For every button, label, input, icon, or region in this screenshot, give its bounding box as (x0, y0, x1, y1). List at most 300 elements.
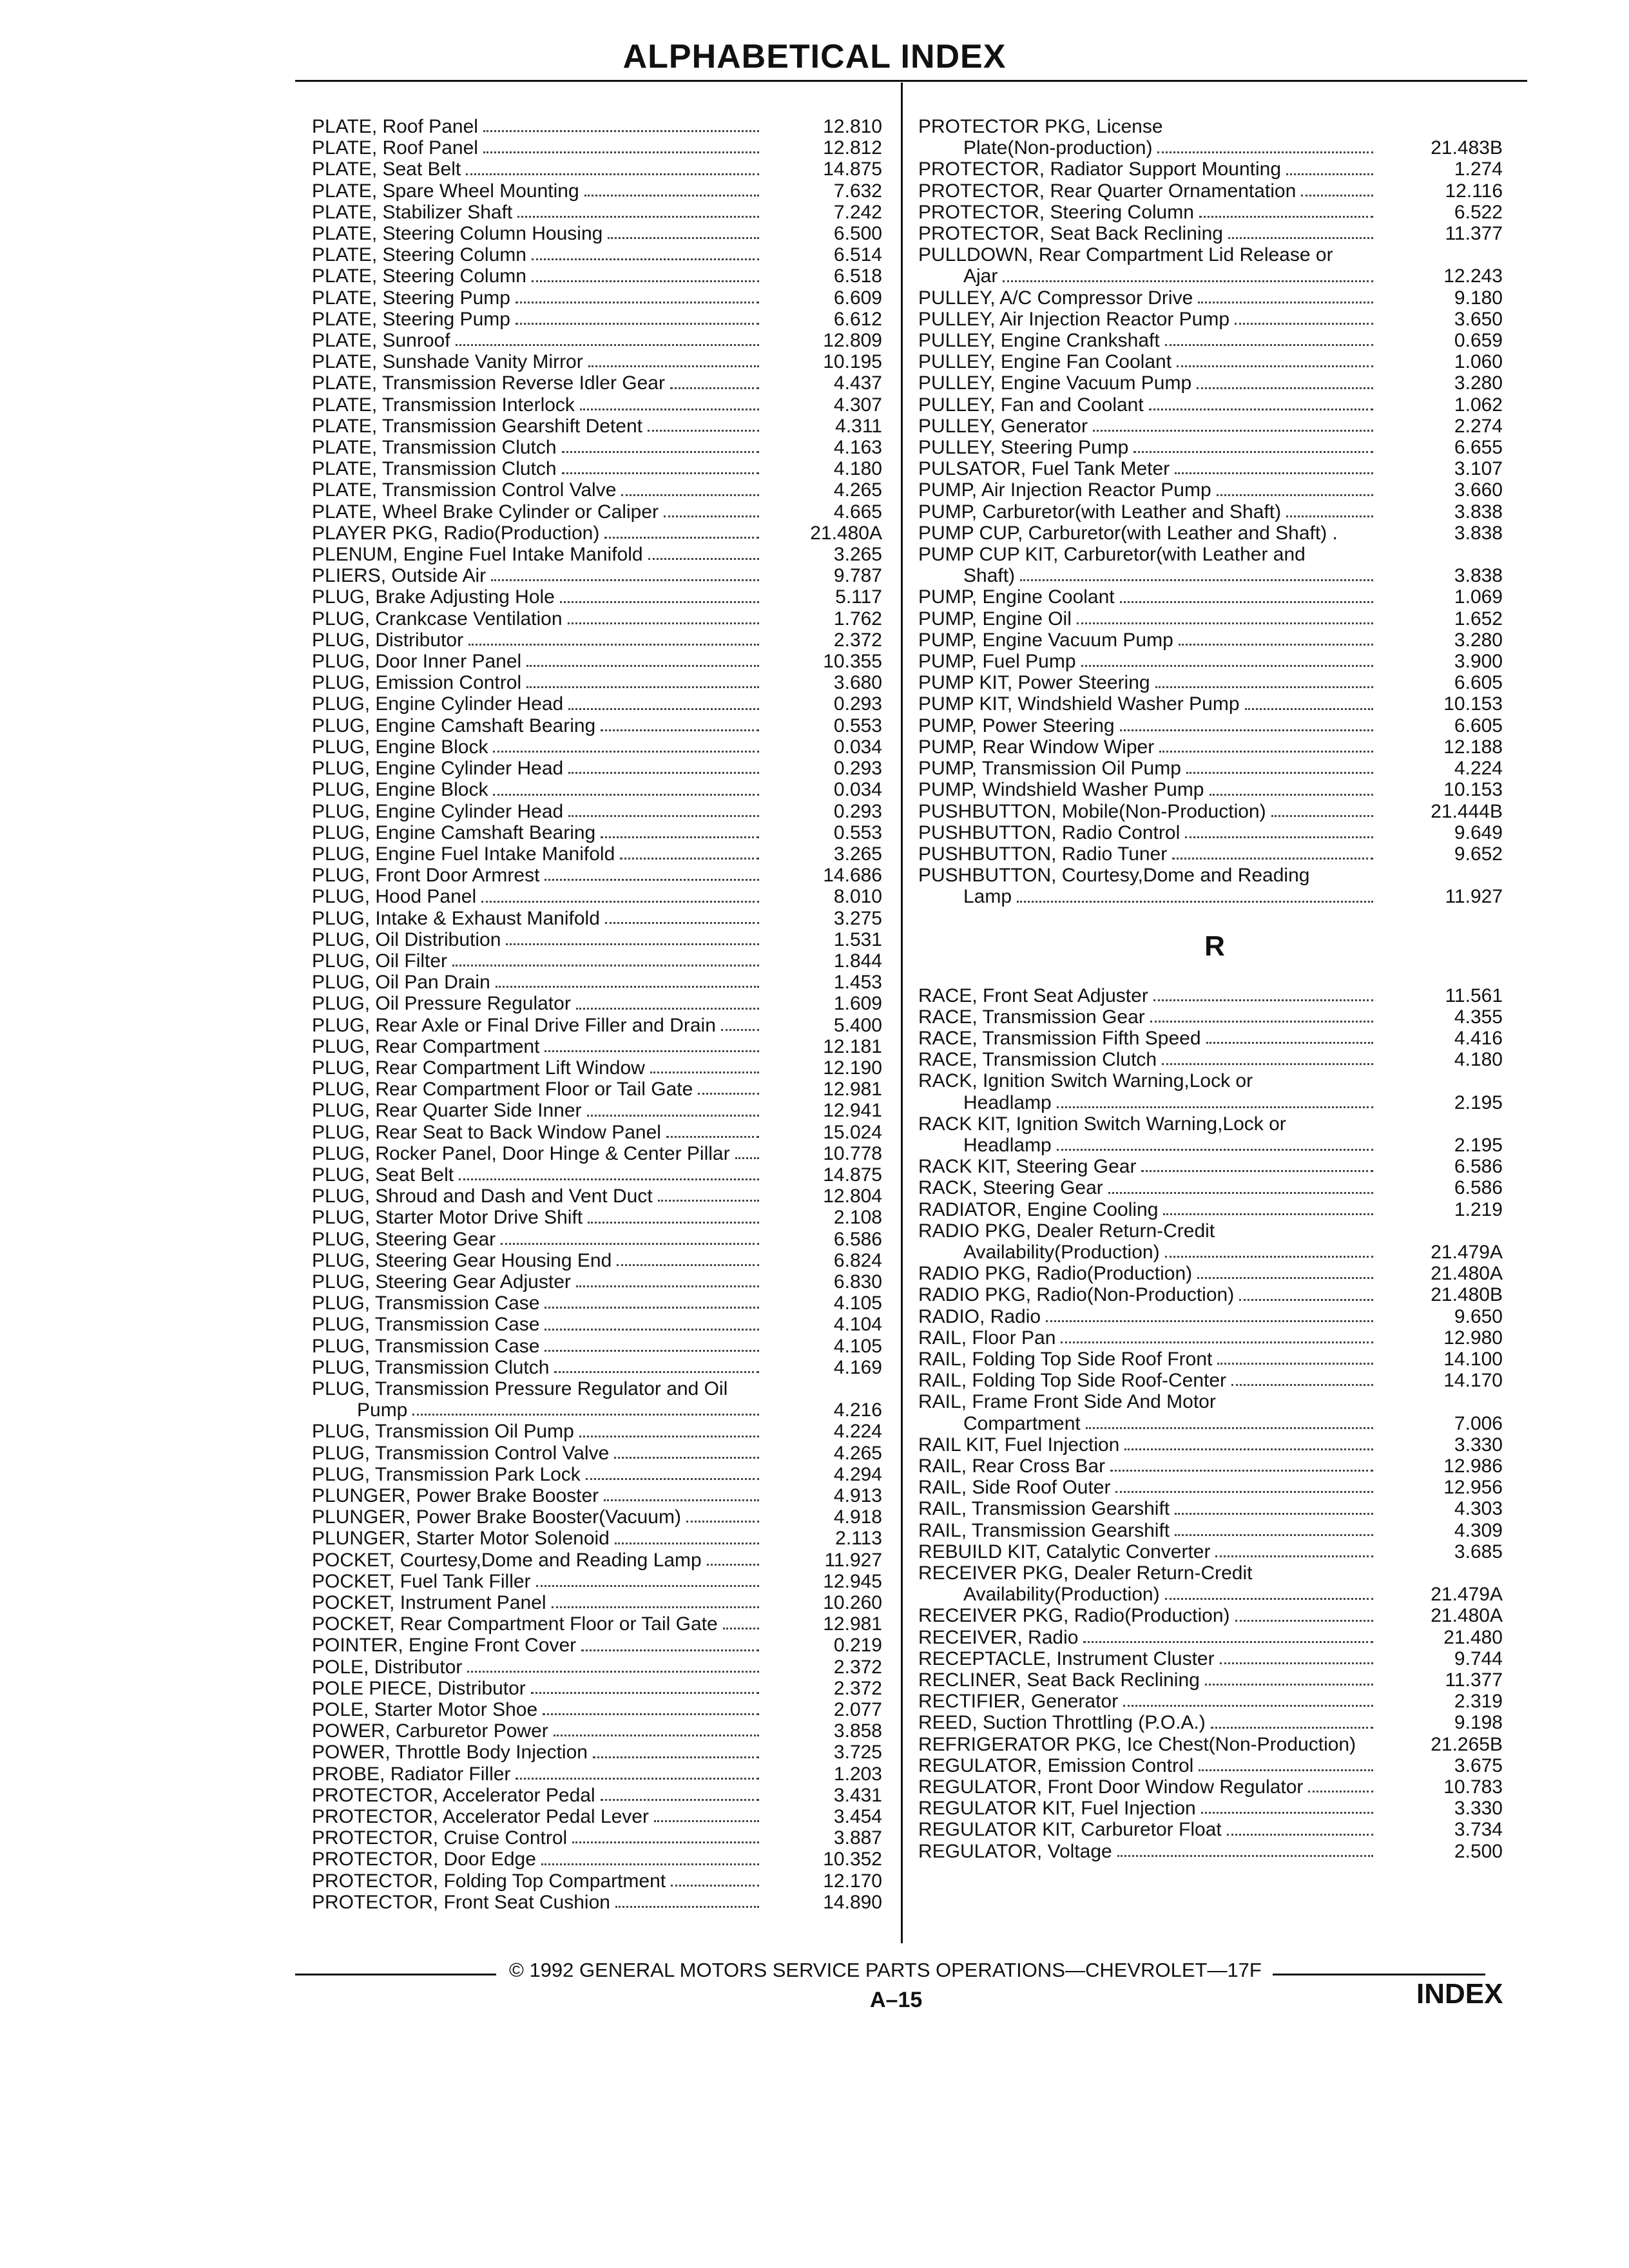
entry-label: Ajar (963, 265, 998, 287)
dot-leader (601, 1799, 759, 1801)
entry-page: 9.652 (1454, 843, 1503, 865)
entry-label-wrap (918, 1669, 1377, 1691)
index-entry (918, 608, 1511, 629)
entry-page: 4.355 (1454, 1006, 1503, 1028)
entry-label: RAIL, Folding Top Side Roof-Center (918, 1370, 1227, 1392)
entry-label: POINTER, Engine Front Cover (312, 1635, 577, 1657)
entry-label-wrap (312, 1742, 763, 1763)
index-entry (918, 1691, 1511, 1712)
entry-page: 3.431 (833, 1784, 882, 1806)
entry-page: 0.293 (833, 758, 882, 780)
entry-label-wrap (918, 1734, 1377, 1755)
entry-label: PLATE, Transmission Interlock (312, 394, 575, 416)
entry-page: 4.105 (833, 1335, 882, 1357)
entry-label-wrap (312, 1036, 763, 1057)
entry-label-wrap (312, 1592, 763, 1613)
entry-label: PULLEY, Steering Pump (918, 437, 1129, 459)
index-entry (918, 330, 1511, 351)
entry-label-wrap (312, 1271, 763, 1293)
entry-page: 4.265 (833, 479, 882, 501)
entry-label: PLATE, Sunshade Vanity Mirror (312, 351, 583, 373)
entry-label-wrap (312, 1357, 763, 1378)
entry-label-wrap (312, 287, 763, 309)
entry-page: 3.675 (1454, 1754, 1503, 1776)
entry-page: 21.479A (1431, 1241, 1503, 1263)
entry-label-wrap (918, 1691, 1377, 1712)
entry-page: 0.553 (833, 822, 882, 843)
entry-page: 6.824 (833, 1249, 882, 1271)
entry-label-wrap (312, 1421, 763, 1442)
entry-label: PLUG, Engine Camshaft Bearing (312, 822, 596, 843)
entry-label: PLUG, Rocker Panel, Door Hinge & Center Pillar (312, 1142, 730, 1164)
entry-label: PUSHBUTTON, Radio Control (918, 822, 1181, 843)
entry-page: 10.195 (823, 351, 882, 373)
entry-label-wrap (312, 1613, 763, 1635)
entry-label-wrap (918, 202, 1377, 223)
entry-page: 4.224 (1454, 758, 1503, 780)
entry-page: 1.219 (1454, 1198, 1503, 1220)
entry-page: 4.216 (833, 1399, 882, 1421)
entry-label: RACE, Transmission Gear (918, 1006, 1145, 1028)
entry-label-wrap (312, 886, 763, 907)
dot-leader (1003, 280, 1373, 282)
dot-leader (1046, 1320, 1373, 1322)
entry-label: RADIO PKG, Dealer Return-Credit (918, 1220, 1215, 1242)
entry-page: 4.180 (833, 458, 882, 480)
entry-label: PLUG, Emission Control (312, 672, 522, 694)
entry-label-wrap (918, 822, 1377, 843)
entry-label: REGULATOR, Emission Control (918, 1754, 1194, 1776)
entry-label: RAIL KIT, Fuel Injection (918, 1434, 1120, 1456)
dot-leader (1165, 1598, 1373, 1600)
entry-page: 1.762 (833, 608, 882, 629)
entry-page: 4.918 (833, 1506, 882, 1528)
entry-label-wrap (918, 1434, 1377, 1456)
entry-label-wrap (312, 608, 763, 629)
entry-label: PROTECTOR, Seat Back Reclining (918, 223, 1223, 245)
dot-leader (1117, 1855, 1373, 1857)
entry-label-wrap (918, 394, 1377, 416)
entry-page: 6.518 (833, 265, 882, 287)
index-entry (918, 1135, 1511, 1156)
dot-leader (496, 986, 759, 988)
dot-leader (588, 365, 759, 367)
entry-label: Availability(Production) (963, 1241, 1160, 1263)
entry-page: 3.838 (1454, 565, 1503, 587)
dot-leader (526, 686, 759, 688)
dot-leader (686, 1521, 759, 1523)
index-entry (312, 1892, 1528, 1913)
entry-page: 0.034 (833, 779, 882, 801)
entry-label-wrap (918, 1841, 1377, 1862)
entry-page: 21.265B (1431, 1733, 1503, 1755)
entry-label-wrap (312, 929, 763, 950)
index-entry (918, 758, 1511, 779)
index-entry (918, 544, 1511, 565)
index-entry (918, 1605, 1511, 1626)
entry-label: PROTECTOR, Steering Column (918, 201, 1194, 223)
dot-leader (1308, 1791, 1373, 1792)
dot-leader (412, 1414, 759, 1416)
entry-label: PUMP, Engine Vacuum Pump (918, 629, 1173, 651)
dot-leader (1120, 601, 1373, 603)
dot-leader (721, 1029, 759, 1031)
dot-leader (1120, 729, 1373, 731)
dot-leader (1083, 1641, 1373, 1643)
dot-leader (562, 472, 759, 474)
entry-page: 6.586 (833, 1228, 882, 1250)
dot-leader (1201, 1812, 1373, 1814)
entry-page: 1.609 (833, 993, 882, 1015)
entry-page: 12.981 (823, 1613, 882, 1635)
entry-label-wrap (312, 116, 763, 137)
entry-page: 12.170 (823, 1870, 882, 1892)
dot-leader (483, 151, 759, 153)
dot-leader (554, 1371, 759, 1373)
entry-label-wrap (312, 394, 763, 416)
index-entry (918, 715, 1511, 736)
entry-page: 9.198 (1454, 1712, 1503, 1734)
entry-label: Shaft) (963, 565, 1016, 587)
entry-label-wrap (918, 1712, 1377, 1733)
dot-leader (1235, 1620, 1373, 1622)
dot-leader (604, 537, 759, 539)
dot-leader (723, 1628, 759, 1629)
entry-label-wrap (312, 1763, 763, 1785)
entry-label: PROTECTOR, Folding Top Compartment (312, 1870, 666, 1892)
entry-page: 21.479A (1431, 1584, 1503, 1606)
entry-label: PUMP, Power Steering (918, 715, 1115, 736)
entry-label: REFRIGERATOR PKG, Ice Chest(Non-Production) (918, 1733, 1356, 1755)
entry-page: 6.500 (833, 223, 882, 245)
entry-label: PLUG, Seat Belt (312, 1164, 454, 1186)
dot-leader (568, 622, 759, 624)
entry-label-wrap (312, 1378, 763, 1399)
title-rule (295, 80, 1527, 82)
entry-label: PLATE, Transmission Control Valve (312, 479, 617, 501)
entry-label: RECEPTACLE, Instrument Cluster (918, 1648, 1215, 1669)
dot-leader (1205, 1684, 1373, 1686)
entry-label-wrap (312, 822, 763, 843)
index-entry (918, 1712, 1511, 1733)
entry-label-wrap (312, 544, 763, 565)
dot-leader (671, 1885, 759, 1887)
entry-label-wrap (918, 544, 1377, 565)
entry-label: PUMP KIT, Power Steering (918, 672, 1150, 694)
entry-page: 0.659 (1454, 330, 1503, 352)
entry-page: 4.309 (1454, 1519, 1503, 1541)
entry-label: PUMP, Air Injection Reactor Pump (918, 479, 1211, 501)
entry-page: 3.725 (833, 1742, 882, 1763)
entry-label: PLUG, Front Door Armrest (312, 865, 540, 887)
index-entry (918, 287, 1511, 309)
dot-leader (1186, 772, 1373, 774)
entry-label-wrap (918, 1755, 1377, 1776)
index-entry (918, 1113, 1511, 1135)
entry-label: RAIL, Rear Cross Bar (918, 1455, 1106, 1477)
entry-label: PLATE, Spare Wheel Mounting (312, 180, 579, 202)
entry-label: PULLDOWN, Rear Compartment Lid Release or (918, 244, 1333, 266)
entry-label-wrap (918, 1028, 1377, 1049)
entry-page: 3.734 (1454, 1819, 1503, 1841)
entry-label-wrap (312, 1806, 763, 1827)
entry-label-wrap (918, 1327, 1377, 1349)
dot-leader (1245, 708, 1373, 710)
entry-label: PLATE, Roof Panel (312, 116, 478, 137)
entry-label-wrap (918, 1627, 1377, 1648)
entry-label-wrap (312, 265, 763, 287)
entry-label: PLUG, Transmission Case (312, 1314, 540, 1336)
index-entry (918, 1413, 1511, 1434)
dot-leader (576, 1285, 759, 1287)
dot-leader (707, 1564, 759, 1566)
entry-label-wrap (312, 715, 763, 736)
dot-leader (1162, 1063, 1373, 1065)
entry-label-wrap (918, 1263, 1377, 1284)
entry-label: REGULATOR, Front Door Window Regulator (918, 1776, 1304, 1798)
entry-page: 12.190 (823, 1057, 882, 1079)
entry-label: POCKET, Courtesy,Dome and Reading Lamp (312, 1549, 702, 1571)
entry-label: RACK KIT, Ignition Switch Warning,Lock or (918, 1113, 1286, 1135)
entry-label-wrap (918, 565, 1377, 586)
entry-label: PUMP, Fuel Pump (918, 651, 1076, 673)
entry-label: RECEIVER PKG, Radio(Production) (918, 1605, 1230, 1627)
entry-page: 4.416 (1454, 1027, 1503, 1049)
dot-leader (580, 408, 759, 410)
entry-page: 3.280 (1454, 372, 1503, 394)
entry-label-wrap (312, 779, 763, 800)
entry-page: 4.437 (833, 372, 882, 394)
footer-copyright: © 1992 GENERAL MOTORS SERVICE PARTS OPERATIONS—CHEVROLET—17F (509, 1959, 1262, 1981)
dot-leader (608, 237, 759, 239)
entry-label: Plate(Non-production) (963, 137, 1153, 159)
dot-leader (1227, 1834, 1373, 1836)
entry-label-wrap (312, 1399, 763, 1421)
dot-leader (493, 751, 759, 753)
entry-label-wrap (312, 1250, 763, 1271)
dot-leader (531, 1692, 759, 1694)
entry-label-wrap (312, 372, 763, 394)
entry-label: PLUNGER, Starter Motor Solenoid (312, 1528, 610, 1550)
entry-label-wrap (918, 1584, 1377, 1605)
entry-page: 11.927 (824, 1549, 882, 1571)
dot-leader (481, 901, 759, 903)
index-entry (918, 843, 1511, 865)
dot-leader (467, 1671, 759, 1673)
entry-label: PLUG, Rear Axle or Final Drive Filler and Drain (312, 1014, 716, 1036)
entry-label: RACK KIT, Steering Gear (918, 1156, 1137, 1178)
entry-label: PLUG, Brake Adjusting Hole (312, 586, 555, 608)
entry-label-wrap (918, 330, 1377, 351)
index-entry (918, 1306, 1511, 1327)
entry-label: RADIO PKG, Radio(Production) (918, 1263, 1193, 1285)
entry-label-wrap (312, 1122, 763, 1143)
dot-leader (587, 1115, 759, 1117)
entry-page: 4.665 (833, 501, 882, 523)
dot-leader (1179, 644, 1373, 646)
entry-page: 6.605 (1454, 672, 1503, 694)
entry-label-wrap (312, 629, 763, 651)
entry-label-wrap (312, 180, 763, 202)
entry-label-wrap (312, 202, 763, 223)
entry-page: 9.787 (833, 565, 882, 587)
entry-label: PLUG, Transmission Pressure Regulator and Oil (312, 1378, 728, 1399)
dot-leader (1206, 1042, 1373, 1044)
entry-page: 12.941 (823, 1100, 882, 1122)
entry-page: 21.444B (1431, 800, 1503, 822)
dot-leader (1175, 1513, 1373, 1515)
entry-page: 3.660 (1454, 479, 1503, 501)
dot-leader (545, 1329, 759, 1331)
entry-label: PLUG, Hood Panel (312, 886, 477, 908)
entry-label-wrap (918, 843, 1377, 865)
entry-page: 1.274 (1454, 159, 1503, 180)
dot-leader (552, 1606, 760, 1608)
entry-label: PULLEY, Fan and Coolant (918, 394, 1144, 416)
entry-page: 14.686 (823, 865, 882, 887)
entry-label-wrap (312, 1293, 763, 1314)
index-entry (918, 1156, 1511, 1177)
dot-leader (1133, 451, 1373, 453)
entry-label-wrap (918, 586, 1377, 608)
dot-leader (545, 1307, 759, 1309)
entry-label: PLUG, Oil Filter (312, 950, 448, 972)
dot-leader (493, 794, 759, 796)
entry-label: RECTIFIER, Generator (918, 1691, 1119, 1713)
section-letter-r: R (1204, 930, 1225, 962)
entry-label-wrap (312, 1143, 763, 1164)
entry-label: RAIL, Side Roof Outer (918, 1477, 1111, 1499)
dot-leader (1057, 1149, 1373, 1151)
entry-page: 12.116 (1445, 180, 1503, 202)
entry-page: 6.586 (1454, 1156, 1503, 1178)
entry-label-wrap (918, 137, 1377, 159)
index-entry (918, 416, 1511, 437)
entry-label-wrap (918, 437, 1377, 458)
entry-label-wrap (918, 1113, 1377, 1135)
index-entry (918, 479, 1511, 501)
dot-leader (1017, 901, 1373, 903)
entry-label: PLENUM, Engine Fuel Intake Manifold (312, 544, 643, 566)
entry-label: REGULATOR, Voltage (918, 1840, 1112, 1862)
entry-page: 3.275 (833, 907, 882, 929)
entry-label-wrap (918, 1070, 1377, 1091)
entry-label: Lamp (963, 886, 1012, 908)
dot-leader (620, 858, 759, 860)
entry-page: 3.265 (833, 843, 882, 865)
dot-leader (1149, 408, 1373, 410)
dot-leader (456, 344, 759, 346)
entry-page: 10.153 (1443, 693, 1503, 715)
entry-page: 5.400 (833, 1014, 882, 1036)
entry-label: RAIL, Transmission Gearshift (918, 1519, 1170, 1541)
index-entry (918, 180, 1511, 202)
right-column (918, 116, 1511, 1862)
index-entry (918, 1498, 1511, 1519)
entry-label: PULSATOR, Fuel Tank Meter (918, 458, 1170, 480)
dot-leader (658, 1200, 759, 1202)
dot-leader (1197, 387, 1373, 389)
entry-label-wrap (312, 1079, 763, 1100)
entry-page: 21.480B (1431, 1284, 1503, 1306)
entry-page: 10.352 (823, 1849, 882, 1870)
entry-label-wrap (312, 1464, 763, 1485)
index-entry (918, 394, 1511, 416)
index-entry (918, 1049, 1511, 1070)
entry-page: 12.981 (823, 1079, 882, 1100)
entry-label-wrap (918, 1306, 1377, 1327)
entry-page: 4.163 (833, 437, 882, 459)
entry-label: PLUG, Engine Cylinder Head (312, 800, 564, 822)
entry-page: 0.553 (833, 715, 882, 736)
entry-page: 3.685 (1454, 1541, 1503, 1562)
entry-page: 1.531 (833, 928, 882, 950)
entry-label: PUMP CUP KIT, Carburetor(with Leather and (918, 544, 1306, 566)
index-entry (918, 1092, 1511, 1113)
index-entry (918, 1562, 1511, 1584)
entry-label-wrap (918, 886, 1377, 907)
entry-label: RACE, Transmission Clutch (918, 1049, 1157, 1071)
dot-leader (588, 1222, 759, 1224)
dot-leader (1093, 430, 1373, 432)
entry-page: 12.804 (823, 1186, 882, 1207)
entry-page: 4.105 (833, 1293, 882, 1314)
entry-page: 1.203 (833, 1763, 882, 1785)
entry-label: PULLEY, Generator (918, 415, 1088, 437)
dot-leader (586, 1478, 759, 1480)
entry-label: REGULATOR KIT, Fuel Injection (918, 1798, 1196, 1820)
entry-page: 12.980 (1443, 1327, 1503, 1349)
entry-label: PROBE, Radiator Filler (312, 1763, 511, 1785)
index-entry (918, 1391, 1511, 1412)
dot-leader (1150, 1021, 1373, 1023)
entry-page: 11.377 (1445, 1669, 1503, 1691)
entry-label: PLUG, Distributor (312, 629, 464, 651)
dot-leader (579, 1436, 759, 1437)
entry-page: 3.330 (1454, 1798, 1503, 1820)
entry-label-wrap (918, 159, 1377, 180)
entry-label-wrap (918, 372, 1377, 394)
entry-page: 9.649 (1454, 822, 1503, 843)
index-entry (918, 223, 1511, 244)
entry-label-wrap (312, 1164, 763, 1186)
entry-label: PLUG, Crankcase Ventilation (312, 608, 563, 629)
dot-leader (568, 708, 759, 710)
entry-label: PLUG, Engine Cylinder Head (312, 758, 564, 780)
entry-label: RAIL, Frame Front Side And Motor (918, 1391, 1216, 1413)
entry-label-wrap (312, 1443, 763, 1464)
entry-label-wrap (918, 287, 1377, 309)
dot-leader (1198, 302, 1373, 303)
dot-leader (664, 515, 759, 517)
index-entry (918, 586, 1511, 608)
entry-label-wrap (312, 223, 763, 244)
index-entry (918, 265, 1511, 287)
entry-label: PLAYER PKG, Radio(Production) (312, 522, 600, 544)
index-entry (918, 1627, 1511, 1648)
entry-label: PLUG, Engine Fuel Intake Manifold (312, 843, 615, 865)
index-entry (918, 779, 1511, 800)
index-entry (918, 351, 1511, 372)
dot-leader (466, 173, 759, 175)
entry-label: Compartment (963, 1412, 1081, 1434)
entry-page: 4.303 (1454, 1498, 1503, 1520)
entry-label: PROTECTOR, Rear Quarter Ornamentation (918, 180, 1296, 202)
dot-leader (621, 494, 759, 496)
entry-page: 14.100 (1443, 1348, 1503, 1370)
dot-leader (532, 258, 759, 260)
entry-label-wrap (312, 244, 763, 265)
